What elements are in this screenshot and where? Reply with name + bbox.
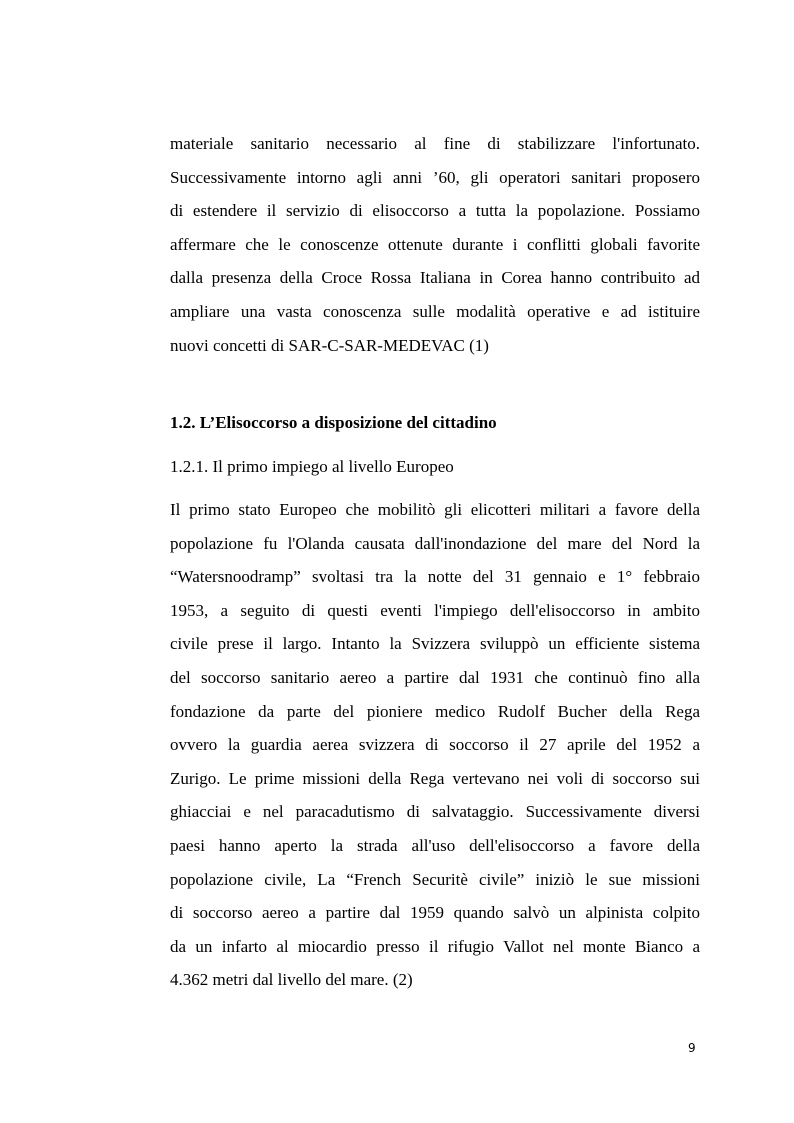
paragraph-line: paesi hanno aperto la strada all'uso dell'elisoccorso a favore della	[170, 835, 700, 855]
paragraph-line: 1953, a seguito di questi eventi l'impiego dell'elisoccorso in ambito	[170, 600, 700, 620]
paragraph-line: ovvero la guardia aerea svizzera di soccorso il 27 aprile del 1952 a	[170, 735, 700, 755]
paragraph-line: di soccorso aereo a partire dal 1959 quando salvò un alpinista colpito	[170, 903, 700, 923]
paragraph-line: Successivamente intorno agli anni ’60, gli operatori sanitari proposero	[170, 167, 700, 187]
paragraph-line: materiale sanitario necessario al fine di stabilizzare l'infortunato.	[170, 134, 700, 153]
paragraph-line: affermare che le conoscenze ottenute durante i conflitti globali favorite	[170, 234, 700, 254]
paragraph-line: Zurigo. Le prime missioni della Rega vertevano nei voli di soccorso sui	[170, 768, 700, 788]
paragraph-continuation	[170, 127, 700, 362]
paragraph-line: popolazione fu l'Olanda causata dall'inondazione del mare del Nord la	[170, 533, 700, 553]
paragraph-line: di estendere il servizio di elisoccorso a tutta la popolazione. Possiamo	[170, 201, 700, 221]
paragraph-line: 4.362 metri dal livello del mare. (2)	[170, 970, 413, 990]
paragraph-line: del soccorso sanitario aereo a partire dal 1931 che continuò fino alla	[170, 667, 700, 687]
paragraph-line: fondazione da parte del pioniere medico Rudolf Bucher della Rega	[170, 701, 700, 721]
paragraph-line: dalla presenza della Croce Rossa Italiana in Corea hanno contribuito ad	[170, 268, 700, 288]
subsection-heading: 1.2.1. Il primo impiego al livello Europeo	[170, 457, 454, 476]
paragraph-line: da un infarto al miocardio presso il rifugio Vallot nel monte Bianco a	[170, 936, 700, 956]
paragraph-line: nuovi concetti di SAR-C-SAR-MEDEVAC (1)	[170, 335, 489, 355]
paragraph-line: civile prese il largo. Intanto la Svizzera sviluppò un efficiente sistema	[170, 634, 700, 654]
section-heading: 1.2. L’Elisoccorso a disposizione del cittadino	[170, 413, 497, 432]
paragraph-line: “Watersnoodramp” svoltasi tra la notte del 31 gennaio e 1° febbraio	[170, 567, 700, 587]
paragraph-line: ampliare una vasta conoscenza sulle modalità operative e ad istituire	[170, 301, 700, 321]
paragraph-line: popolazione civile, La “French Securitè civile” iniziò le sue missioni	[170, 869, 700, 889]
paragraph-line: ghiacciai e nel paracadutismo di salvataggio. Successivamente diversi	[170, 802, 700, 822]
page-number: 9	[688, 1041, 696, 1055]
paragraph-line: Il primo stato Europeo che mobilitò gli elicotteri militari a favore della	[170, 500, 700, 519]
paragraph-body	[170, 493, 700, 997]
